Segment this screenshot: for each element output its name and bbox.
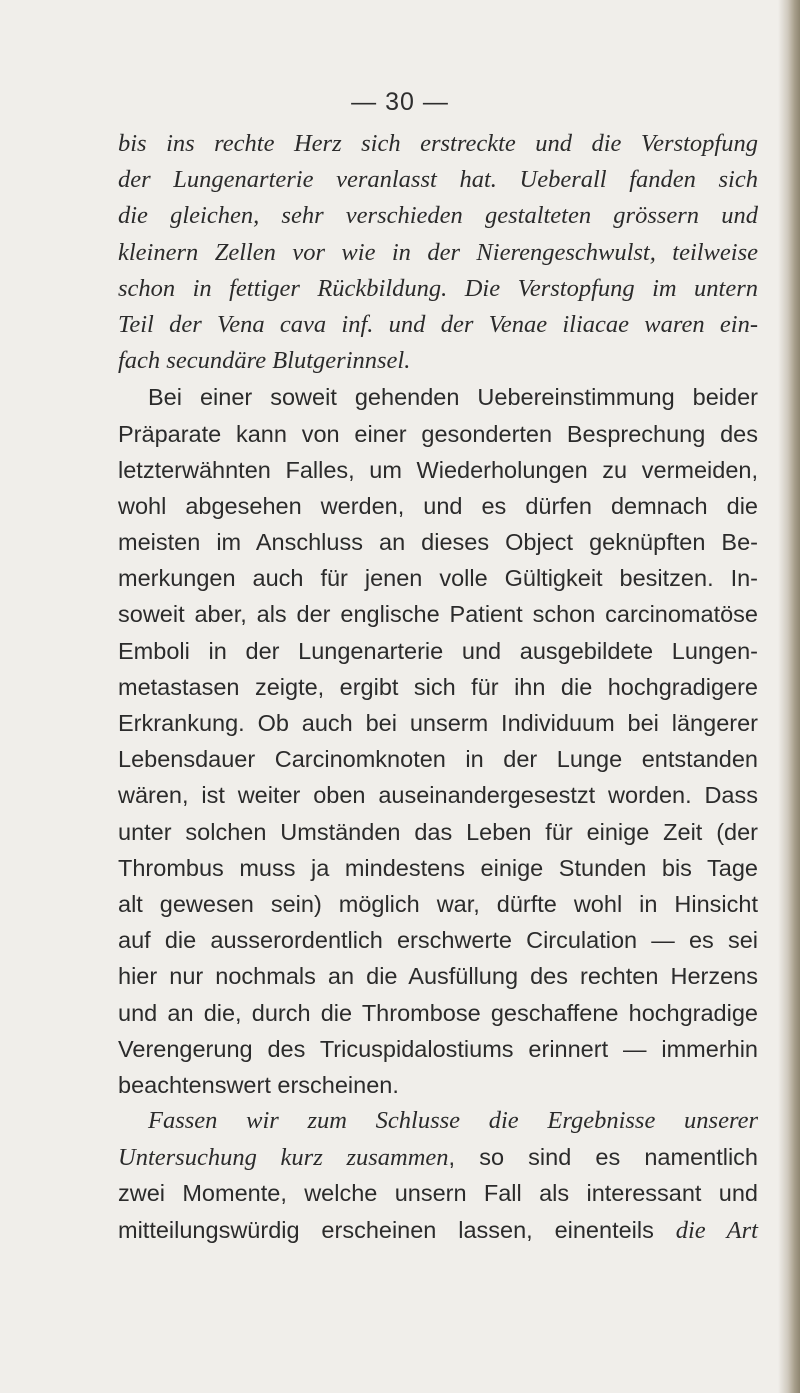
text-segment: die Art bbox=[675, 1216, 758, 1244]
page-edge-shadow bbox=[778, 0, 800, 1393]
text-line: der Lungenarterie veranlasst hat. Ueberall fanden sich bbox=[118, 166, 758, 194]
text-line: Verengerung des Tricuspidalostiums erinnert — immerhin bbox=[118, 1035, 758, 1062]
text-line: Emboli in der Lungenarterie und ausgebildete Lungen- bbox=[118, 637, 758, 664]
text-line: Bei einer soweit gehenden Uebereinstimmung beider bbox=[148, 384, 758, 411]
text-line: und an die, durch die Thrombose geschaffene hochgradige bbox=[118, 999, 758, 1026]
text-line bbox=[118, 1212, 758, 1248]
text-line: Lebensdauer Carcinomknoten in der Lunge entstanden bbox=[118, 746, 758, 773]
text-line: Präparate kann von einer gesonderten Besprechung des bbox=[118, 420, 758, 447]
text-line: soweit aber, als der englische Patient schon carcinomatöse bbox=[118, 601, 758, 628]
text-line: schon in fettiger Rückbildung. Die Verstopfung im untern bbox=[118, 274, 758, 302]
text-line: alt gewesen sein) möglich war, dürfte wohl in Hinsicht bbox=[118, 890, 758, 917]
text-line: fach secundäre Blutgerinnsel. bbox=[118, 347, 411, 375]
text-line bbox=[118, 1139, 758, 1175]
page-number: — 30 — bbox=[351, 88, 449, 116]
text-line: wohl abgesehen werden, und es dürfen demnach die bbox=[118, 492, 758, 519]
text-line: bis ins rechte Herz sich erstreckte und die Verstopfung bbox=[118, 130, 758, 157]
text-line: merkungen auch für jenen volle Gültigkeit besitzen. In- bbox=[118, 565, 758, 592]
text-line: metastasen zeigte, ergibt sich für ihn die hochgradigere bbox=[118, 673, 758, 700]
text-line: Fassen wir zum Schlusse die Ergebnisse unserer bbox=[148, 1107, 758, 1135]
text-line: wären, ist weiter oben auseinandergesestzt worden. Dass bbox=[118, 782, 758, 809]
text-line: auf die ausserordentlich erschwerte Circulation — es sei bbox=[118, 927, 758, 954]
text-line: kleinern Zellen vor wie in der Nierengeschwulst, teilweise bbox=[118, 238, 758, 266]
text-segment: Untersuchung kurz zusammen bbox=[118, 1144, 449, 1172]
text-line: Erkrankung. Ob auch bei unserm Individuum bei längerer bbox=[118, 710, 758, 736]
text-line: letzterwähnten Falles, um Wiederholungen zu vermeiden, bbox=[118, 456, 758, 483]
text-line: Teil der Vena cava inf. und der Venae iliacae waren ein- bbox=[118, 310, 758, 338]
text-segment: mitteilungswürdig erscheinen lassen, einenteils bbox=[118, 1216, 676, 1243]
text-line: Thrombus muss ja mindestens einige Stunden bis Tage bbox=[118, 854, 758, 881]
text-line: die gleichen, sehr verschieden gestalteten grössern und bbox=[118, 202, 758, 230]
text-line: meisten im Anschluss an dieses Object geknüpften Be- bbox=[118, 529, 758, 556]
text-line: unter solchen Umständen das Leben für einige Zeit (der bbox=[118, 818, 758, 845]
body-text bbox=[118, 126, 758, 1248]
text-line: hier nur nochmals an die Ausfüllung des rechten Herzens bbox=[118, 963, 758, 990]
text-line: beachtenswert erscheinen. bbox=[118, 1071, 399, 1098]
text-segment: , so sind es namentlich bbox=[448, 1144, 758, 1171]
text-line: zwei Momente, welche unsern Fall als interessant und bbox=[118, 1180, 758, 1207]
